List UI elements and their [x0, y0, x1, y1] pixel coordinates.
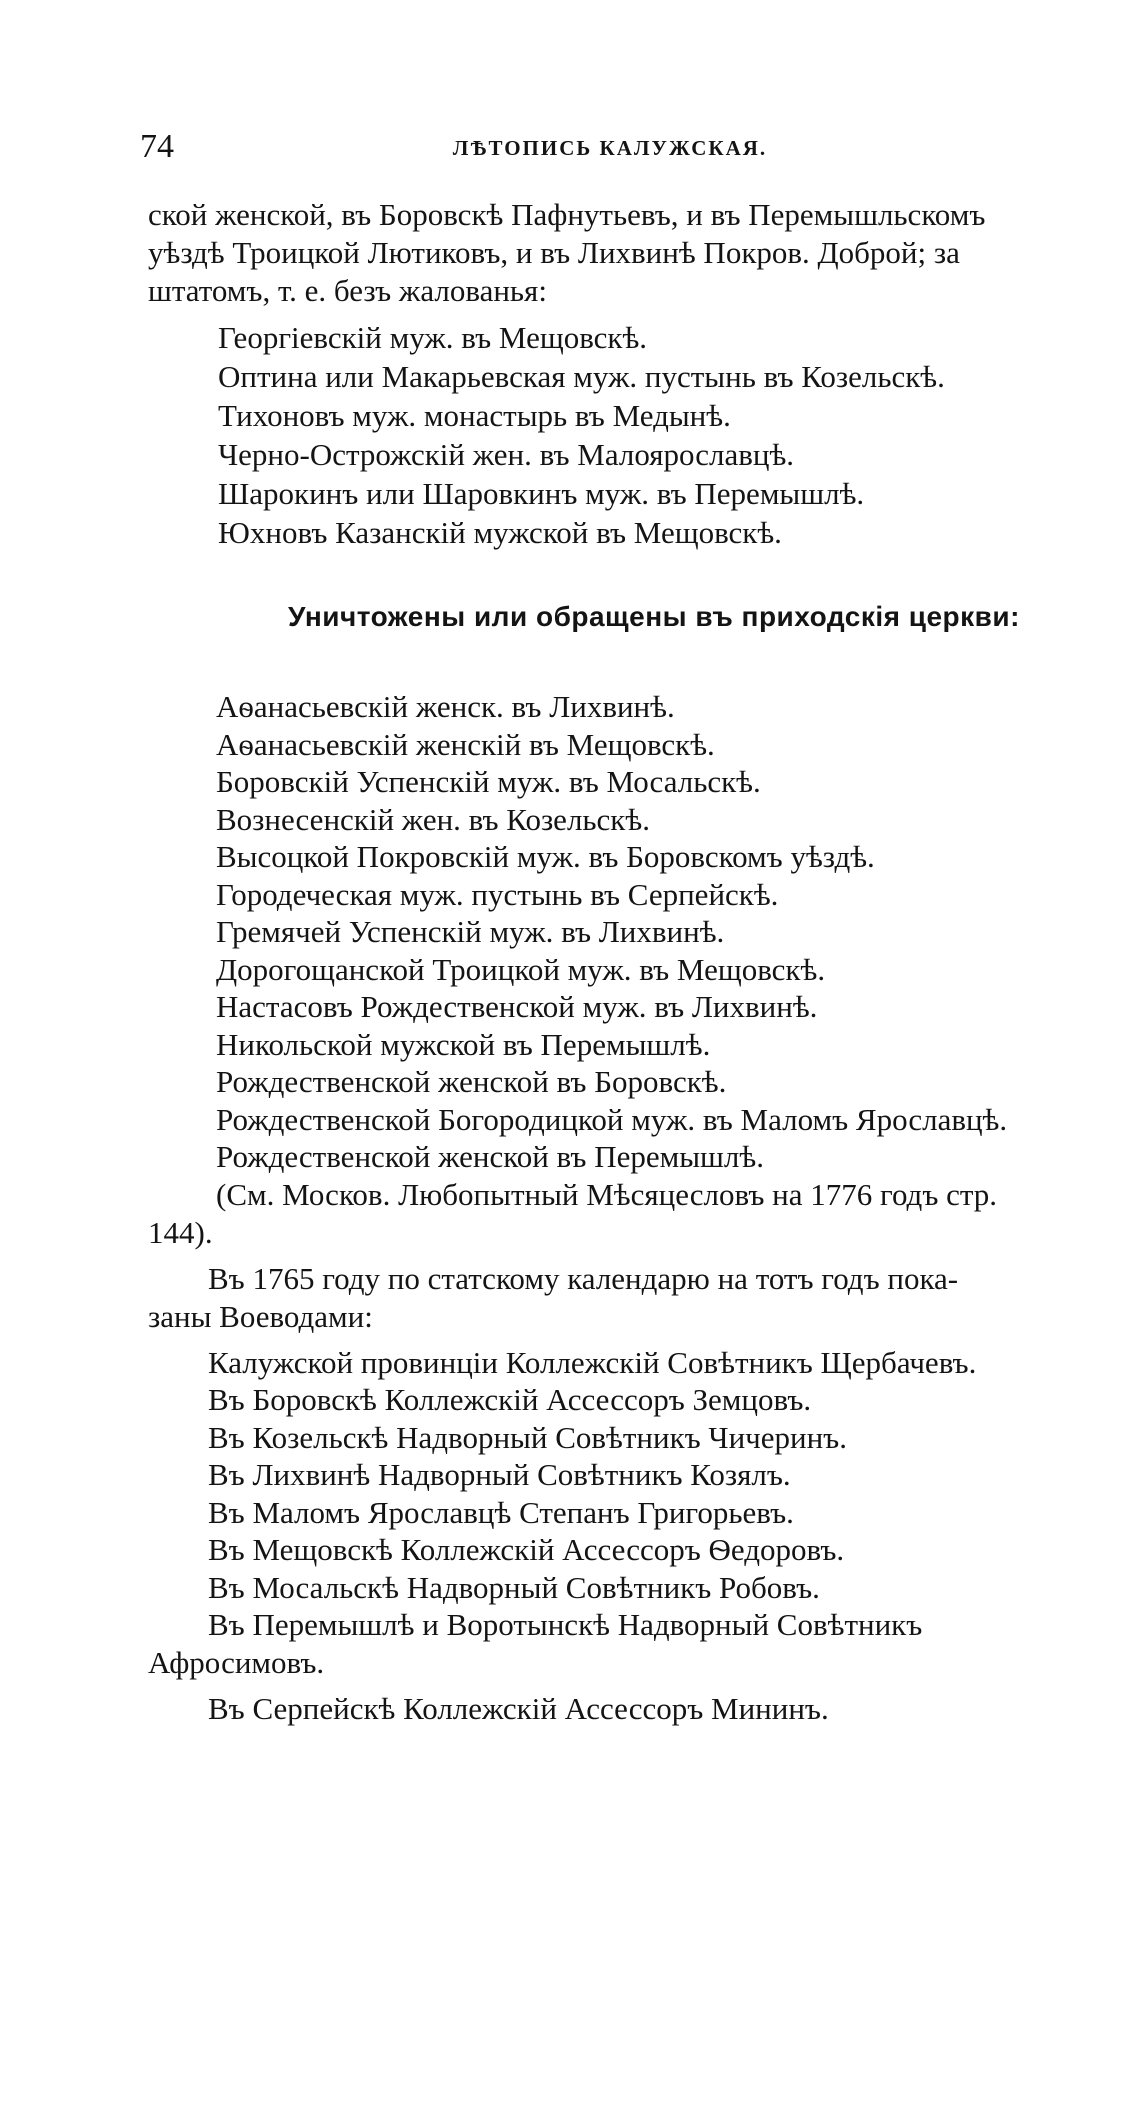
list-item: Высоцкой Покровскій муж. въ Боровскомъ уѣздѣ. — [216, 839, 875, 874]
citation — [148, 1176, 1108, 1252]
list-item: Городеческая муж. пустынь въ Серпейскѣ. — [216, 876, 779, 912]
intro-paragraph — [148, 196, 1108, 310]
voevody-intro-line: заны Воеводами: — [148, 1298, 373, 1334]
page-body — [148, 196, 1108, 1728]
list-item: Гремячей Успенскій муж. въ Лихвинѣ. — [216, 914, 725, 949]
intro-line: штатомъ, т. е. безъ жалованья: — [148, 273, 547, 308]
list-item: Аѳанасьевскій женск. въ Лихвинѣ. — [216, 689, 675, 724]
voevoda-peremyshl — [148, 1606, 1108, 1682]
list-item: Въ Лихвинѣ Надворный Совѣтникъ Козялъ. — [208, 1457, 791, 1492]
list-item: Рождественской Богородицкой муж. въ Маломъ Ярославцѣ. — [216, 1101, 1008, 1137]
list-item: Аѳанасьевскій женскій въ Мещовскѣ. — [216, 726, 715, 762]
voevoda-line: Въ Перемышлѣ и Воротынскѣ Надворный Совѣтникъ — [208, 1607, 923, 1642]
voevoda-serpeisk: Въ Серпейскѣ Коллежскій Ассессоръ Мининъ. — [208, 1691, 829, 1726]
voevody-list — [148, 1344, 1108, 1607]
list-item: Черно-Острожскій жен. въ Малоярославцѣ. — [218, 437, 795, 472]
citation-line: (См. Москов. Любопытный Мѣсяцесловъ на 1776 годъ стр. — [216, 1176, 998, 1212]
voevody-intro — [148, 1260, 1108, 1336]
list-item: Георгіевскій муж. въ Мещовскѣ. — [218, 320, 648, 355]
list-item: Настасовъ Рождественской муж. въ Лихвинѣ. — [216, 989, 818, 1024]
list-item: Въ Козельскѣ Надворный Совѣтникъ Чичеринъ. — [208, 1419, 847, 1455]
monasteries-list-supernumerary — [148, 318, 1108, 552]
list-item: Калужской провинціи Коллежскій Совѣтникъ Щербачевъ. — [208, 1344, 977, 1380]
section-heading: Уничтожены или обращены въ приходскія церкви: — [288, 601, 1020, 632]
list-item: Въ Мосальскѣ Надворный Совѣтникъ Робовъ. — [208, 1569, 820, 1605]
list-item: Боровскій Успенскій муж. въ Мосальскѣ. — [216, 764, 761, 799]
list-item: Оптина или Макарьевская муж. пустынь въ Козельскѣ. — [218, 359, 945, 394]
list-item: Юхновъ Казанскій мужской въ Мещовскѣ. — [218, 515, 782, 550]
list-item: Въ Боровскѣ Коллежскій Ассессоръ Земцовъ. — [208, 1382, 812, 1417]
voevody-intro-line: Въ 1765 году по статскому календарю на тотъ годъ пока- — [208, 1260, 959, 1296]
voevoda-line: Афросимовъ. — [148, 1645, 325, 1680]
page-number: 74 — [140, 128, 174, 165]
monasteries-list-abolished — [148, 688, 1108, 1176]
list-item: Въ Маломъ Ярославцѣ Степанъ Григорьевъ. — [208, 1494, 794, 1530]
list-item: Рождественской женской въ Перемышлѣ. — [216, 1139, 764, 1174]
list-item: Рождественской женской въ Боровскѣ. — [216, 1064, 727, 1099]
list-item: Тихоновъ муж. монастырь въ Медынѣ. — [218, 398, 731, 433]
list-item: Въ Мещовскѣ Коллежскій Ассессоръ Ѳедоровъ. — [208, 1532, 845, 1567]
list-item: Вознесенскій жен. въ Козельскѣ. — [216, 801, 650, 837]
intro-line: ской женской, въ Боровскѣ Пафнутьевъ, и въ Перемышльскомъ — [148, 197, 986, 232]
running-title: ЛѢТОПИСЬ КАЛУЖСКАЯ. — [452, 136, 768, 160]
page-header — [140, 128, 1080, 172]
list-item: Шарокинъ или Шаровкинъ муж. въ Перемышлѣ. — [218, 476, 865, 511]
list-item: Дорогощанской Троицкой муж. въ Мещовскѣ. — [216, 951, 826, 987]
citation-line: 144). — [148, 1214, 213, 1250]
intro-line: уѣздѣ Троицкой Лютиковъ, и въ Лихвинѣ Покров. Доброй; за — [148, 235, 960, 270]
list-item: Никольской мужской въ Перемышлѣ. — [216, 1026, 711, 1062]
